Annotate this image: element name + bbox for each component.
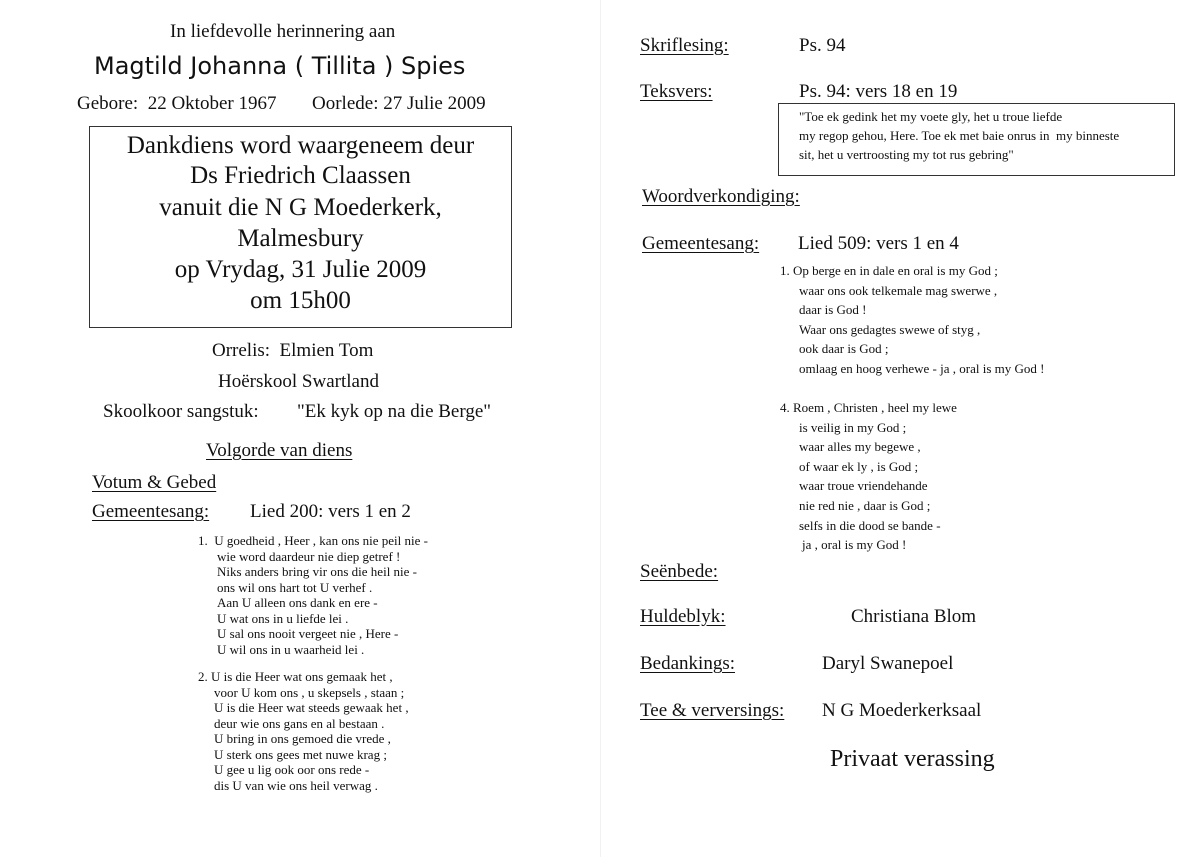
verse-line: Aan U alleen ons dank en ere - bbox=[217, 595, 378, 610]
verse-line: ook daar is God ; bbox=[799, 341, 889, 357]
verse-line: of waar ek ly , is God ; bbox=[799, 458, 919, 474]
tea-label: Tee & verversings: bbox=[640, 700, 785, 721]
verse-line: 1. U goedheid , Heer , kan ons nie peil nie - bbox=[198, 533, 428, 548]
tea-place: N G Moederkerksaal bbox=[822, 700, 982, 721]
quote-line: sit, het u vertroosting my tot rus gebring" bbox=[799, 147, 1014, 162]
verse-line: 1. Op berge en in dale en oral is my God ; bbox=[780, 263, 998, 278]
verse-line: selfs in die dood se bande - bbox=[799, 517, 941, 533]
verse-line: deur wie ons gans en al bestaan . bbox=[214, 715, 385, 731]
thanks-label: Bedankings: bbox=[640, 653, 735, 674]
verse-line: Waar ons gedagtes swewe of styg , bbox=[799, 321, 981, 337]
hymn-509-verse-1 bbox=[780, 261, 1044, 379]
service-line: Ds Friedrich Claassen bbox=[190, 162, 411, 189]
service-line: om 15h00 bbox=[250, 287, 351, 314]
verse-line: U sal ons nooit vergeet nie , Here - bbox=[217, 626, 399, 641]
service-box bbox=[89, 126, 512, 328]
tribute-name: Christiana Blom bbox=[851, 606, 977, 627]
votum-heading: Votum & Gebed bbox=[92, 472, 217, 493]
verse-line: U wat ons in u liefde lei . bbox=[217, 610, 349, 626]
service-line: vanuit die N G Moederkerk, bbox=[159, 194, 442, 221]
intro-line: In liefdevolle herinnering aan bbox=[170, 21, 396, 42]
verse-line: waar ons ook telkemale mag swerwe , bbox=[799, 282, 998, 298]
quote-line: my regop gehou, Here. Toe ek met baie onrus in my binneste bbox=[799, 128, 1120, 143]
quote-line: "Toe ek gedink het my voete gly, het u troue liefde bbox=[799, 109, 1063, 124]
hymn-label-right: Gemeentesang: bbox=[642, 233, 760, 254]
organist: Orrelis: Elmien Tom bbox=[212, 340, 374, 361]
cremation-note: Privaat verassing bbox=[830, 746, 995, 772]
text-verse-quote-box bbox=[778, 103, 1175, 176]
verse-line: U wil ons in u waarheid lei . bbox=[217, 641, 365, 657]
verse-line: omlaag en hoog verhewe - ja , oral is my God ! bbox=[799, 360, 1045, 376]
verse-line: waar alles my begewe , bbox=[799, 439, 921, 455]
verse-line: U is die Heer wat steeds gewaak het , bbox=[214, 700, 409, 715]
hymn-509-verse-4 bbox=[780, 398, 957, 555]
thanks-name: Daryl Swanepoel bbox=[822, 653, 954, 674]
service-line: Malmesbury bbox=[237, 225, 364, 252]
blessing-heading: Seënbede: bbox=[640, 561, 719, 582]
hymn-label-left: Gemeentesang: bbox=[92, 501, 210, 522]
tribute-label: Huldeblyk: bbox=[640, 606, 726, 627]
verse-line: ons wil ons hart tot U verhef . bbox=[217, 579, 373, 595]
sermon-heading: Woordverkondiging: bbox=[642, 186, 800, 207]
text-verse-label: Teksvers: bbox=[640, 81, 713, 102]
verse-line: is veilig in my God ; bbox=[799, 419, 907, 435]
order-title: Volgorde van diens bbox=[206, 440, 353, 461]
reading-ref: Ps. 94 bbox=[799, 35, 846, 56]
service-line: Dankdiens word waargeneem deur bbox=[126, 132, 475, 159]
hymn-200-verse-2 bbox=[198, 669, 409, 793]
hymn-ref-left: Lied 200: vers 1 en 2 bbox=[250, 501, 411, 522]
verse-line: daar is God ! bbox=[799, 302, 867, 318]
choir-label: Skoolkoor sangstuk: bbox=[103, 401, 259, 422]
verse-line: 2. U is die Heer wat ons gemaak het , bbox=[198, 669, 393, 684]
deceased-name: Magtild Johanna ( Tillita ) Spies bbox=[94, 52, 466, 80]
verse-line: Niks anders bring vir ons die heil nie - bbox=[217, 564, 418, 579]
born-date: Gebore: 22 Oktober 1967 bbox=[77, 93, 277, 114]
verse-line: U bring in ons gemoed die vrede , bbox=[214, 731, 391, 746]
hymn-ref-right: Lied 509: vers 1 en 4 bbox=[798, 233, 959, 254]
verse-line: ja , oral is my God ! bbox=[802, 537, 907, 553]
school: Hoërskool Swartland bbox=[218, 371, 379, 392]
choir-song: "Ek kyk op na die Berge" bbox=[297, 401, 492, 422]
hymn-200-verse-1 bbox=[198, 533, 428, 657]
died-date: Oorlede: 27 Julie 2009 bbox=[312, 93, 486, 114]
verse-line: U sterk ons gees met nuwe krag ; bbox=[214, 746, 387, 762]
verse-line: 4. Roem , Christen , heel my lewe bbox=[780, 400, 957, 415]
verse-line: waar troue vriendehande bbox=[799, 478, 928, 494]
text-verse-ref: Ps. 94: vers 18 en 19 bbox=[799, 81, 958, 102]
verse-line: dis U van wie ons heil verwag . bbox=[214, 777, 378, 793]
service-line: op Vrydag, 31 Julie 2009 bbox=[174, 256, 427, 283]
verse-line: voor U kom ons , u skepsels , staan ; bbox=[214, 684, 405, 700]
reading-label: Skriflesing: bbox=[640, 35, 729, 56]
verse-line: wie word daardeur nie diep getref ! bbox=[217, 548, 401, 564]
page-fold bbox=[600, 0, 601, 857]
verse-line: nie red nie , daar is God ; bbox=[799, 497, 931, 513]
verse-line: U gee u lig ook oor ons rede - bbox=[214, 762, 370, 777]
